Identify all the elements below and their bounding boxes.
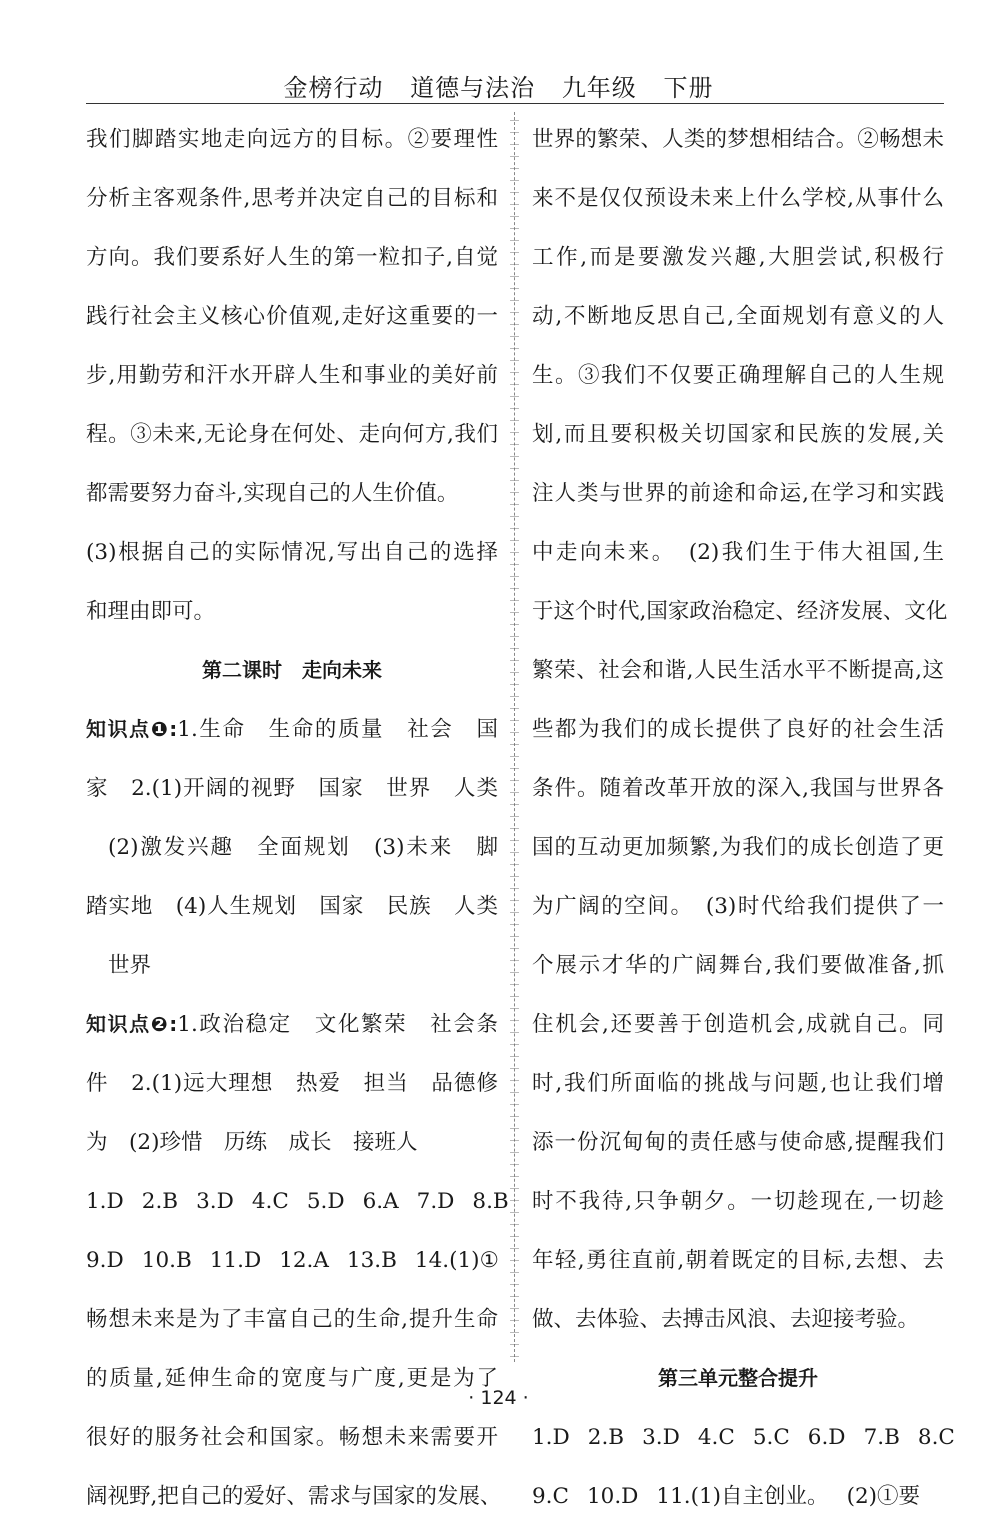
right-column-line: 添一份沉甸甸的责任感与使命感,提醒我们 (532, 1130, 944, 1155)
column-divider-ticks (510, 120, 519, 1360)
left-column-line: 件 2.(1)远大理想 热爱 担当 品德修 (86, 1071, 498, 1096)
right-column-line: 来不是仅仅预设未来上什么学校,从事什么 (532, 186, 944, 211)
left-column-line: 都需要努力奋斗,实现自己的人生价值。 (86, 481, 459, 506)
section-title: 第三单元整合提升 (658, 1366, 818, 1390)
left-column-line: 畅想未来是为了丰富自己的生命,提升生命 (86, 1307, 498, 1332)
knowledge-point-label: 知识点❶: (86, 717, 178, 741)
answer-item: 10.D (586, 1484, 639, 1509)
answer-item: 6.D (807, 1425, 846, 1450)
right-column-line (532, 1408, 955, 1467)
left-column-line: 分析主客观条件,思考并决定自己的目标和 (86, 186, 498, 211)
answer-item: 13.B (346, 1248, 397, 1273)
answer-item: 14.(1)① (414, 1248, 499, 1273)
left-column-line: 踏实地 (4)人生规划 国家 民族 人类 (86, 894, 498, 919)
right-column-line: 繁荣、社会和谐,人民生活水平不断提高,这 (532, 658, 944, 683)
running-header (0, 68, 997, 103)
answer-item: 3.D (196, 1189, 234, 1214)
header-brand: 金榜行动 (283, 74, 384, 102)
header-volume: 下册 (663, 74, 714, 102)
answer-item: (2)①要 (846, 1484, 921, 1509)
left-column-line: 为 (2)珍惜 历练 成长 接班人 (86, 1130, 418, 1155)
right-column-line: 世界的繁荣、人类的梦想相结合。②畅想未 (532, 127, 944, 152)
left-column-line: 的质量,延伸生命的宽度与广度,更是为了 (86, 1366, 498, 1391)
left-column-line (86, 1231, 498, 1290)
knowledge-point-label: 知识点❷: (86, 1012, 178, 1036)
left-column-line (86, 1172, 509, 1231)
left-column-line: 步,用勤劳和汗水开辟人生和事业的美好前 (86, 363, 498, 388)
answer-item: 9.C (532, 1484, 569, 1509)
right-column-line: 中走向未来。 (2)我们生于伟大祖国,生 (532, 540, 944, 565)
left-column-line (86, 995, 498, 1054)
answer-item: 8.B (472, 1189, 509, 1214)
right-column-line: 住机会,还要善于创造机会,成就自己。同 (532, 1012, 944, 1037)
left-column-line: 阔视野,把自己的爱好、需求与国家的发展、 (86, 1484, 502, 1509)
left-column-line: (3)根据自己的实际情况,写出自己的选择 (86, 540, 498, 565)
answer-item: 4.C (251, 1189, 289, 1214)
answer-item: 11.(1)自主创业。 (656, 1484, 829, 1509)
right-column-line: 做、去体验、去搏击风浪、去迎接考验。 (532, 1307, 920, 1332)
right-column-line: 时不我待,只争朝夕。一切趁现在,一切趁 (532, 1189, 944, 1214)
left-column-line: (2)激发兴趣 全面规划 (3)未来 脚 (108, 835, 498, 860)
right-column-line: 工作,而是要激发兴趣,大胆尝试,积极行 (532, 245, 944, 270)
right-column-line: 个展示才华的广阔舞台,我们要做准备,抓 (532, 953, 944, 978)
left-column-line: 很好的服务社会和国家。畅想未来需要开 (86, 1425, 498, 1450)
answer-item: 10.B (141, 1248, 192, 1273)
answer-item: 3.D (642, 1425, 680, 1450)
right-column-line: 于这个时代,国家政治稳定、经济发展、文化 (532, 599, 948, 624)
left-column-line: 我们脚踏实地走向远方的目标。②要理性 (86, 127, 498, 152)
answer-item: 8.C (917, 1425, 955, 1450)
knowledge-point-text: 1.生命 生命的质量 社会 国 (177, 717, 498, 742)
right-column-line: 条件。随着改革开放的深入,我国与世界各 (532, 776, 944, 801)
left-column-line: 践行社会主义核心价值观,走好这重要的一 (86, 304, 498, 329)
right-column-line: 时,我们所面临的挑战与问题,也让我们增 (532, 1071, 944, 1096)
left-column-line: 方向。我们要系好人生的第一粒扣子,自觉 (86, 245, 498, 270)
right-column-line: 年轻,勇往直前,朝着既定的目标,去想、去 (532, 1248, 944, 1273)
left-column-line: 和理由即可。 (86, 599, 216, 624)
right-column-line: 生。③我们不仅要正确理解自己的人生规 (532, 363, 944, 388)
answer-item: 7.B (863, 1425, 900, 1450)
right-column-line (532, 1467, 944, 1526)
right-column-line: 划,而且要积极关切国家和民族的发展,关 (532, 422, 944, 447)
header-rule (86, 103, 944, 104)
answer-item: 1.D (532, 1425, 570, 1450)
answer-item: 9.D (86, 1248, 124, 1273)
answer-item: 12.A (279, 1248, 329, 1273)
header-subject: 道德与法治 (410, 74, 536, 102)
left-column-line: 家 2.(1)开阔的视野 国家 世界 人类 (86, 776, 498, 801)
left-column-line: 世界 (108, 953, 152, 978)
right-column-line: 国的互动更加频繁,为我们的成长创造了更 (532, 835, 944, 860)
page-number: · 124 · (468, 1387, 529, 1409)
right-column (532, 110, 955, 1526)
answer-item: 4.C (697, 1425, 735, 1450)
answer-item: 1.D (86, 1189, 124, 1214)
answer-item: 6.A (362, 1189, 399, 1214)
knowledge-point-text: 1.政治稳定 文化繁荣 社会条 (177, 1012, 498, 1037)
right-column-line: 动,不断地反思自己,全面规划有意义的人 (532, 304, 944, 329)
section-title: 第二课时 走向未来 (202, 658, 382, 682)
right-column-line: 注人类与世界的前途和命运,在学习和实践 (532, 481, 944, 506)
header-grade: 九年级 (561, 74, 637, 102)
left-column-line (86, 700, 498, 759)
left-column-line: 程。③未来,无论身在何处、走向何方,我们 (86, 422, 498, 447)
answer-item: 5.D (306, 1189, 345, 1214)
answer-item: 2.B (141, 1189, 179, 1214)
answer-item: 7.D (416, 1189, 455, 1214)
right-column-line: 为广阔的空间。 (3)时代给我们提供了一 (532, 894, 944, 919)
answer-item: 11.D (209, 1248, 262, 1273)
right-column-line: 些都为我们的成长提供了良好的社会生活 (532, 717, 944, 742)
answer-item: 2.B (587, 1425, 625, 1450)
answer-item: 5.C (752, 1425, 790, 1450)
